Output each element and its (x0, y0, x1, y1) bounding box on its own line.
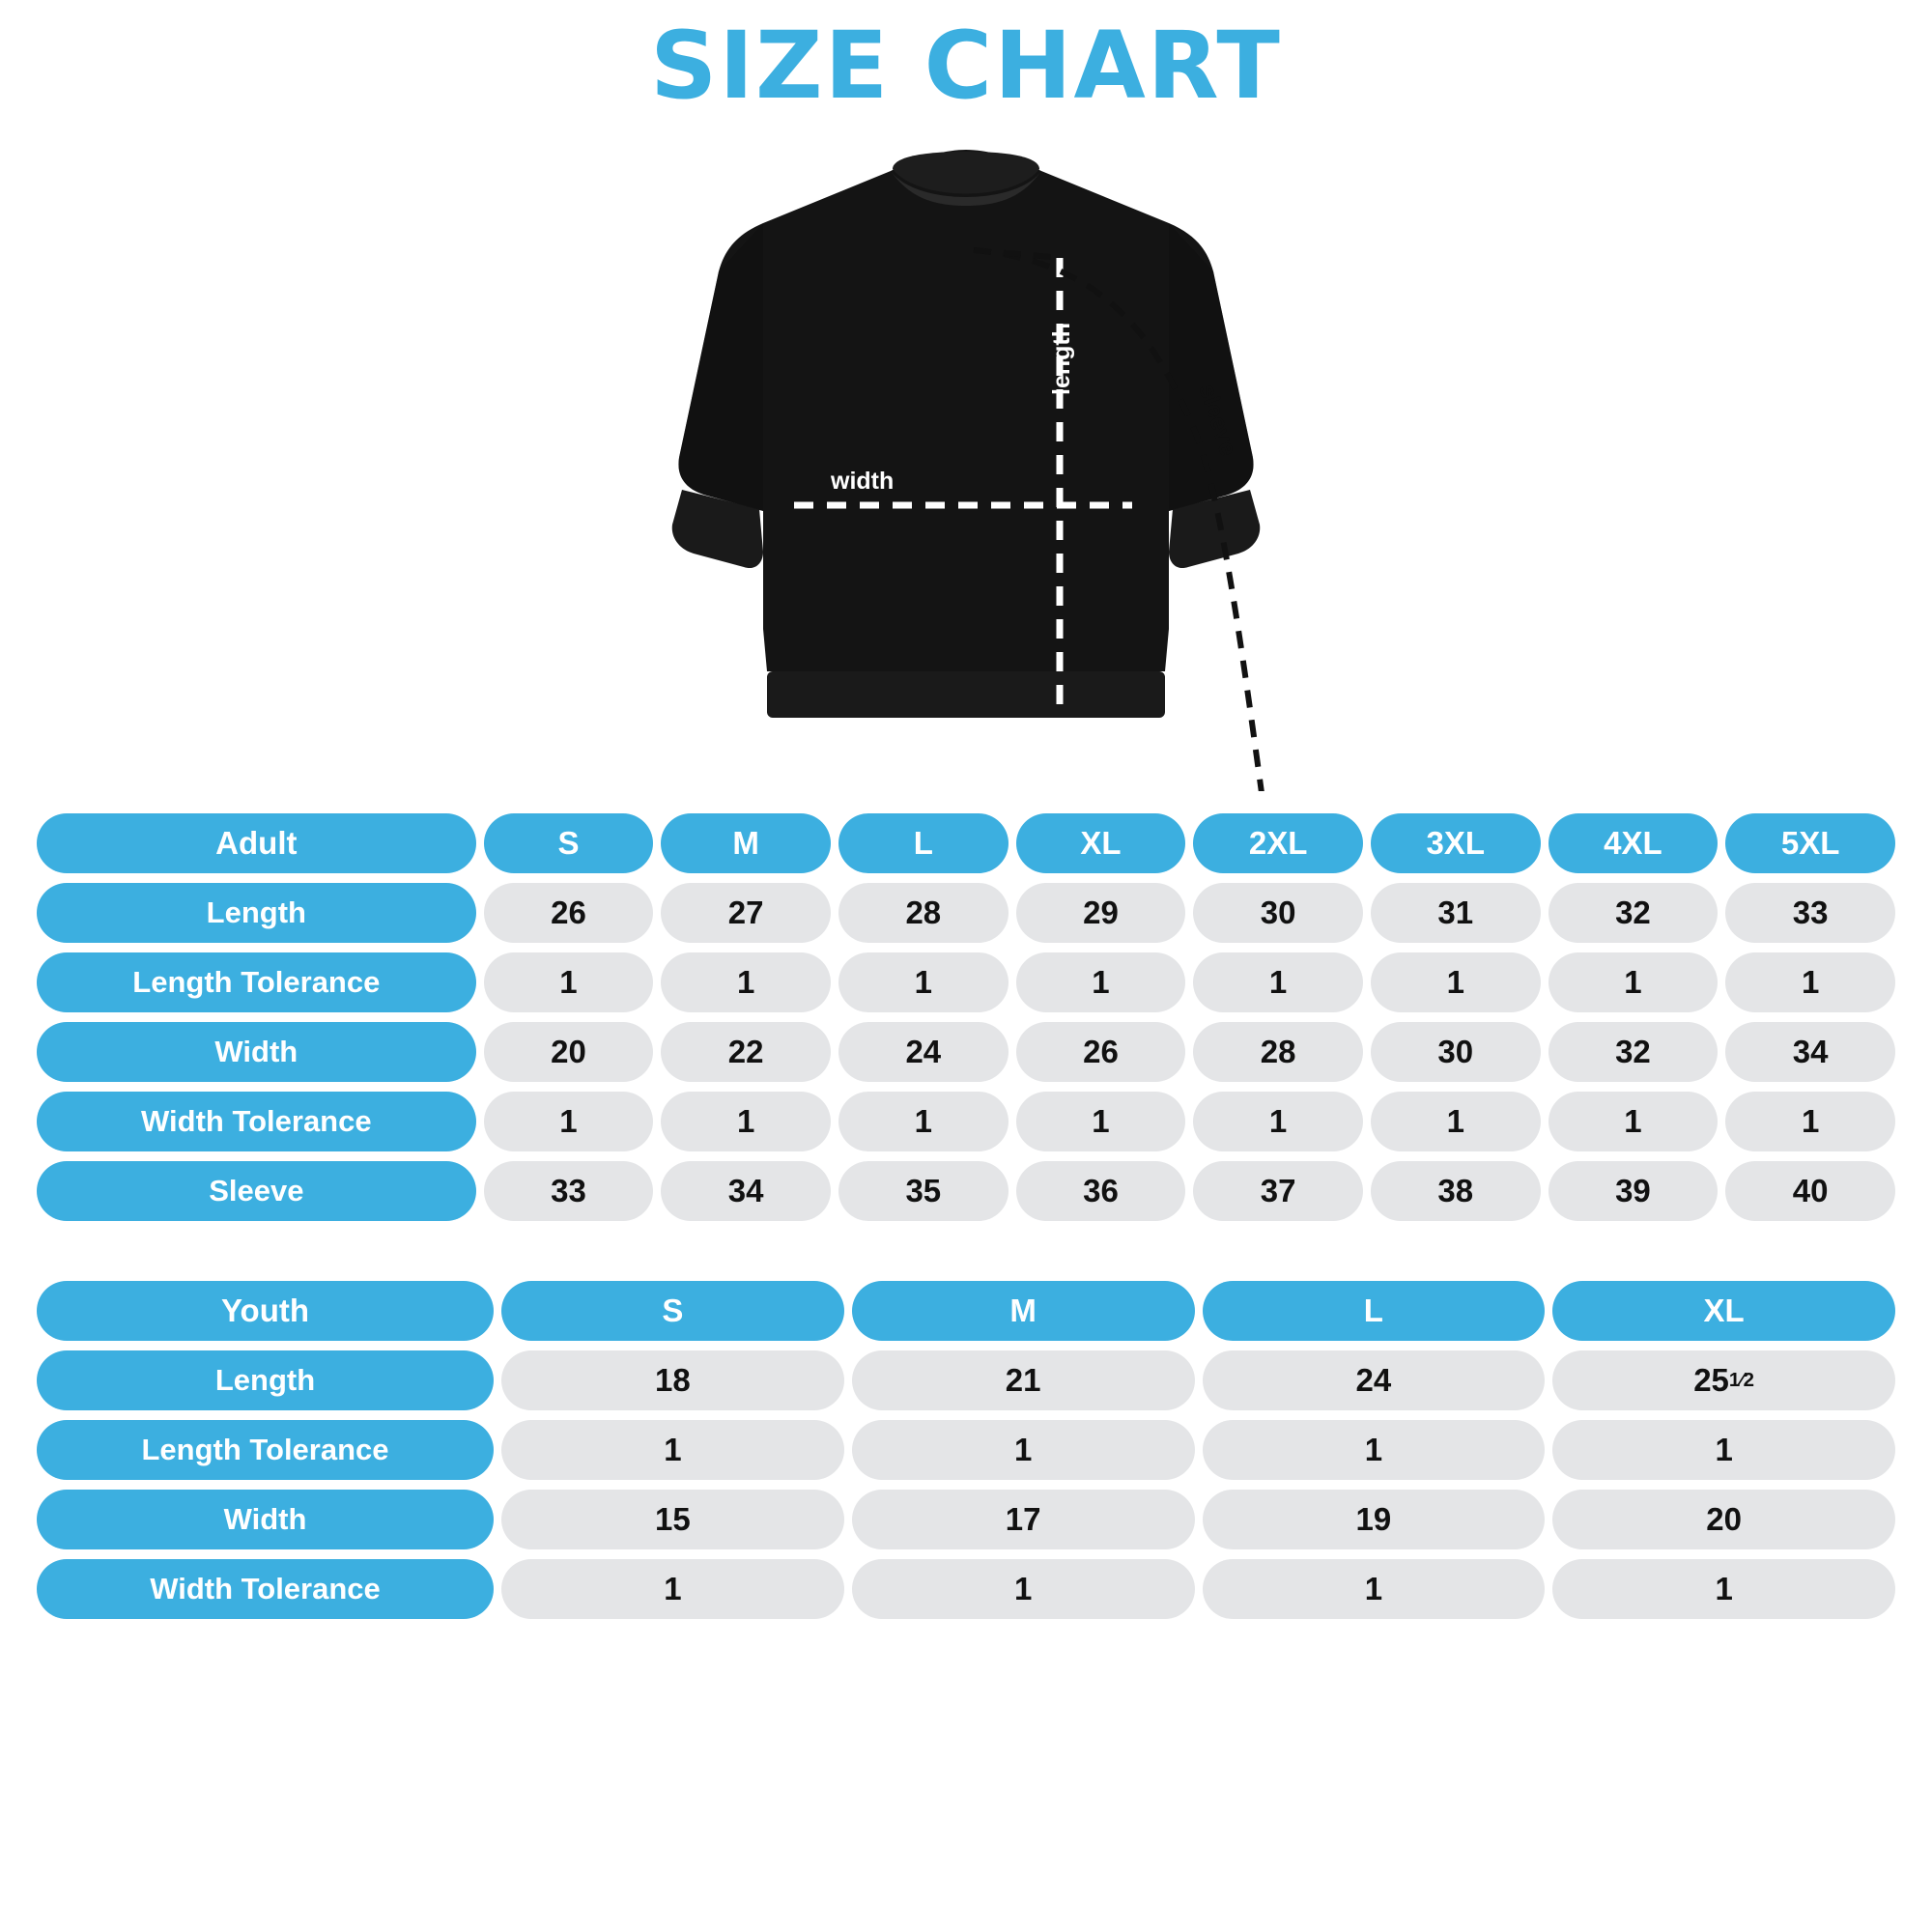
table-cell: 1 (1552, 1559, 1895, 1619)
adult-size-table (29, 804, 1903, 1231)
table-cell: 17 (852, 1490, 1195, 1549)
table-cell: 1 (1725, 1092, 1895, 1151)
column-header: XL (1016, 813, 1186, 873)
column-header: 5XL (1725, 813, 1895, 873)
youth-size-table (29, 1271, 1903, 1629)
table-row (37, 1420, 1895, 1480)
table-cell: 1 (1371, 1092, 1541, 1151)
row-label: Width (37, 1490, 494, 1549)
measurement-guides (0, 115, 1932, 791)
column-header: S (501, 1281, 844, 1341)
table-cell: 1 (1016, 952, 1186, 1012)
table-cell: 34 (1725, 1022, 1895, 1082)
table-row (37, 1350, 1895, 1410)
table-row (37, 1092, 1895, 1151)
table-cell: 40 (1725, 1161, 1895, 1221)
table-cell: 1 (484, 1092, 654, 1151)
table-cell: 28 (1193, 1022, 1363, 1082)
table-row (37, 952, 1895, 1012)
table-cell: 33 (1725, 883, 1895, 943)
table-cell: 33 (484, 1161, 654, 1221)
table-row (37, 883, 1895, 943)
table-cell: 1 (1203, 1559, 1546, 1619)
column-header: L (838, 813, 1009, 873)
adult-corner-label: Adult (37, 813, 476, 873)
table-cell: 25 1⁄2 (1552, 1350, 1895, 1410)
table-cell: 1 (1548, 952, 1719, 1012)
youth-corner-label: Youth (37, 1281, 494, 1341)
label-length: length (1048, 322, 1075, 395)
column-header: XL (1552, 1281, 1895, 1341)
row-label: Width Tolerance (37, 1559, 494, 1619)
column-header: S (484, 813, 654, 873)
table-cell: 36 (1016, 1161, 1186, 1221)
table-cell: 20 (1552, 1490, 1895, 1549)
column-header: 3XL (1371, 813, 1541, 873)
table-row (37, 1559, 1895, 1619)
table-cell: 1 (838, 1092, 1009, 1151)
table-row (37, 1490, 1895, 1549)
table-cell: 29 (1016, 883, 1186, 943)
table-cell: 37 (1193, 1161, 1363, 1221)
column-header: L (1203, 1281, 1546, 1341)
table-cell: 15 (501, 1490, 844, 1549)
row-label: Length Tolerance (37, 952, 476, 1012)
table-cell: 1 (1203, 1420, 1546, 1480)
size-tables (0, 804, 1932, 1629)
page-title: SIZE CHART (650, 12, 1282, 120)
table-cell: 26 (484, 883, 654, 943)
table-cell: 26 (1016, 1022, 1186, 1082)
table-cell: 1 (501, 1420, 844, 1480)
row-label: Length (37, 1350, 494, 1410)
column-header: M (852, 1281, 1195, 1341)
table-cell: 1 (852, 1420, 1195, 1480)
table-cell: 24 (1203, 1350, 1546, 1410)
table-cell: 30 (1371, 1022, 1541, 1082)
table-row (37, 1161, 1895, 1221)
table-cell: 1 (661, 952, 831, 1012)
table-cell: 35 (838, 1161, 1009, 1221)
table-cell: 27 (661, 883, 831, 943)
row-label: Sleeve (37, 1161, 476, 1221)
table-cell: 30 (1193, 883, 1363, 943)
table-cell: 1 (1725, 952, 1895, 1012)
table-cell: 39 (1548, 1161, 1719, 1221)
table-cell: 28 (838, 883, 1009, 943)
table-cell: 1 (852, 1559, 1195, 1619)
table-cell: 1 (1371, 952, 1541, 1012)
table-cell: 18 (501, 1350, 844, 1410)
table-header-row (37, 1281, 1895, 1341)
table-cell: 1 (1193, 952, 1363, 1012)
row-label: Width (37, 1022, 476, 1082)
table-cell: 24 (838, 1022, 1009, 1082)
table-cell: 32 (1548, 1022, 1719, 1082)
table-cell: 1 (501, 1559, 844, 1619)
table-cell: 1 (484, 952, 654, 1012)
table-cell: 1 (1193, 1092, 1363, 1151)
garment-illustration (0, 115, 1932, 791)
table-cell: 1 (838, 952, 1009, 1012)
table-cell: 32 (1548, 883, 1719, 943)
table-cell: 34 (661, 1161, 831, 1221)
row-label: Length (37, 883, 476, 943)
table-cell: 19 (1203, 1490, 1546, 1549)
table-header-row (37, 813, 1895, 873)
table-cell: 1 (1548, 1092, 1719, 1151)
label-sleeve: sleeve (1193, 380, 1242, 460)
column-header: M (661, 813, 831, 873)
column-header: 2XL (1193, 813, 1363, 873)
table-cell: 38 (1371, 1161, 1541, 1221)
table-cell: 21 (852, 1350, 1195, 1410)
table-cell: 22 (661, 1022, 831, 1082)
table-cell: 20 (484, 1022, 654, 1082)
table-cell: 1 (661, 1092, 831, 1151)
table-cell: 31 (1371, 883, 1541, 943)
row-label: Length Tolerance (37, 1420, 494, 1480)
table-cell: 1 (1552, 1420, 1895, 1480)
row-label: Width Tolerance (37, 1092, 476, 1151)
table-row (37, 1022, 1895, 1082)
table-cell: 1 (1016, 1092, 1186, 1151)
column-header: 4XL (1548, 813, 1719, 873)
label-width: width (831, 467, 895, 495)
